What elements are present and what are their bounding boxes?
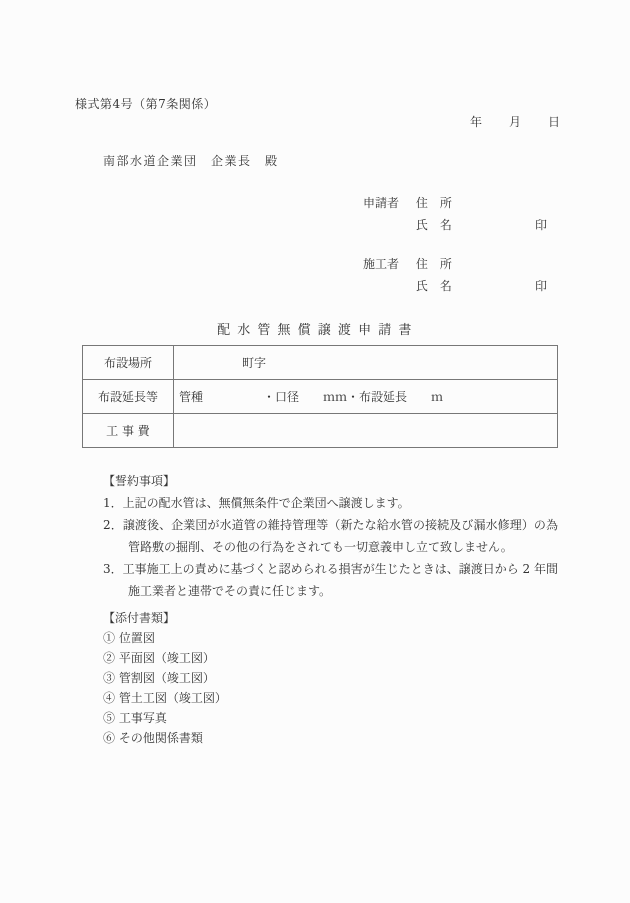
applicant-seal-mark: 印 [535, 218, 548, 232]
details-table [82, 345, 558, 448]
contractor-seal-mark: 印 [535, 279, 548, 293]
attachment-item-1: ① 位置図 [103, 631, 155, 645]
applicant-name-row [363, 214, 583, 236]
cost-value [174, 414, 558, 448]
pledge-section [103, 470, 573, 602]
contractor-address-row [363, 253, 583, 275]
pledge-item-3-line-2: 施工業者と連帯でその責に任じます。 [128, 584, 332, 598]
attachment-item-6: ⑥ その他関係書類 [103, 731, 203, 745]
contractor-name-row [363, 275, 583, 297]
table-row-length [83, 380, 558, 414]
pledge-heading: 【誓約事項】 [103, 474, 176, 488]
attachment-item-4: ④ 管土工図（竣工図） [103, 691, 227, 705]
form-number: 様式第4号（第7条関係） [75, 97, 217, 111]
pledge-item-1: 1．上記の配水管は、無償無条件で企業団へ譲渡します。 [103, 496, 410, 510]
attachments-section [103, 608, 403, 748]
applicant-address-label: 住 所 [415, 196, 452, 210]
applicant-role-label: 申請者 [363, 196, 400, 210]
attachment-item-3: ③ 管割図（竣工図） [103, 671, 215, 685]
date-line: 年 月 日 [470, 115, 562, 129]
table-row-place [83, 346, 558, 380]
pledge-item-2-line-2: 管路敷の掘削、その他の行為をされても一切意義申し立て致しません。 [128, 540, 513, 554]
contractor-address-label: 住 所 [415, 257, 452, 271]
pledge-item-2-line-1: 2．譲渡後、企業団が水道管の維持管理等（新たな給水管の接続及び漏水修理）の為 [103, 518, 558, 532]
contractor-name-label: 氏 名 [415, 279, 452, 293]
applicant-block [363, 192, 583, 236]
length-value: 管種 ・口径 ｍｍ・布設延長 ｍ [174, 380, 558, 414]
contractor-role-label: 施工者 [363, 257, 400, 271]
table-row-cost [83, 414, 558, 448]
length-label: 布設延長等 [83, 380, 174, 414]
addressee-line: 南部水道企業団 企業長 殿 [103, 154, 279, 168]
attachment-item-5: ⑤ 工事写真 [103, 711, 167, 725]
document-title: 配 水 管 無 償 譲 渡 申 請 書 [217, 323, 413, 338]
contractor-block [363, 253, 583, 297]
attachment-item-2: ② 平面図（竣工図） [103, 651, 215, 665]
cost-label: 工 事 費 [83, 414, 174, 448]
applicant-name-label: 氏 名 [415, 218, 452, 232]
place-value: 町字 [174, 346, 558, 380]
attachments-heading: 【添付書類】 [103, 611, 176, 625]
place-label: 布設場所 [83, 346, 174, 380]
pledge-item-3-line-1: 3．工事施工上の責めに基づくと認められる損害が生じたときは、譲渡日から 2 年間 [103, 562, 558, 576]
applicant-address-row [363, 192, 583, 214]
